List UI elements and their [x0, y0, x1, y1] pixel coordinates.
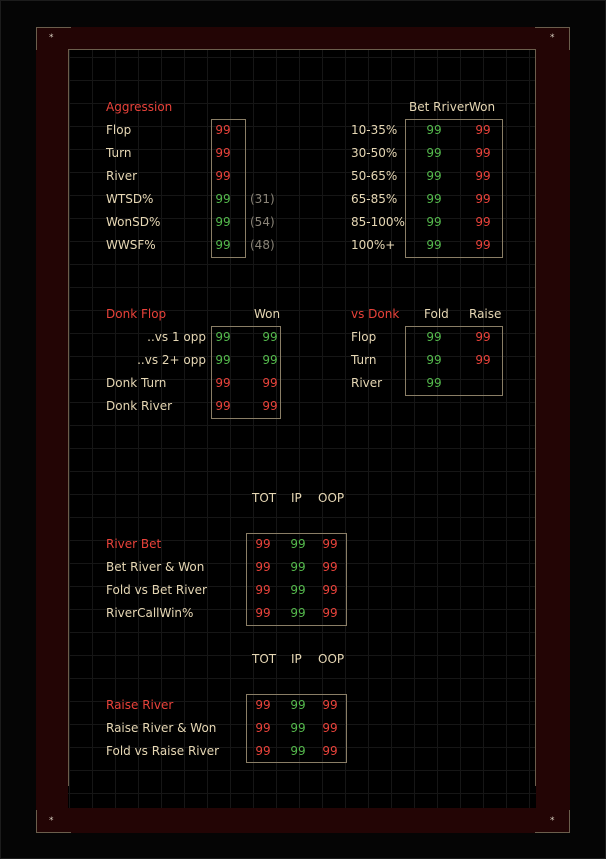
aggression-turn-value: 99 [215, 146, 231, 160]
bet-size-65-85-won: 99 [475, 192, 491, 206]
donk-won-header: Won [254, 307, 281, 321]
raise-river-tot-header: TOT [252, 652, 277, 666]
bet-size-30-50-label: 30-50% [351, 146, 398, 160]
vs-donk-river-fold: 99 [426, 376, 442, 390]
vs-donk-raise-header: Raise [469, 307, 502, 321]
wtsd-count: (31) [250, 192, 275, 206]
river-call-win-tot: 99 [255, 606, 271, 620]
wwsf-value: 99 [215, 238, 231, 252]
river-call-win-label: RiverCallWin% [106, 606, 194, 620]
vs-donk-flop-label: Flop [351, 330, 377, 344]
donk-turn-label: Donk Turn [106, 376, 167, 390]
donk-river-label: Donk River [106, 399, 173, 413]
aggression-river-label: River [106, 169, 138, 183]
river-call-win-ip: 99 [290, 606, 306, 620]
river-bet-tot-header: TOT [252, 491, 277, 505]
fold-vs-bet-river-oop: 99 [322, 583, 338, 597]
aggression-turn-label: Turn [106, 146, 132, 160]
panel-edge-left [68, 49, 69, 786]
corner-star-icon: * [550, 816, 555, 826]
raise-river-won-tot: 99 [255, 721, 271, 735]
bet-river-won-oop: 99 [322, 560, 338, 574]
bet-size-100plus-bet: 99 [426, 238, 442, 252]
bet-size-50-65-bet: 99 [426, 169, 442, 183]
bet-size-10-35-bet: 99 [426, 123, 442, 137]
bet-river-won-label: Bet River & Won [106, 560, 205, 574]
donk-vs2-label: ..vs 2+ opp [137, 353, 206, 367]
wonsd-count: (54) [250, 215, 275, 229]
raise-river-oop: 99 [322, 698, 338, 712]
donk-vs2-value: 99 [215, 353, 231, 367]
river-bet-oop: 99 [322, 537, 338, 551]
river-bet-label: River Bet [106, 537, 162, 551]
fold-vs-bet-river-ip: 99 [290, 583, 306, 597]
raise-river-oop-header: OOP [318, 652, 345, 666]
vs-donk-flop-fold: 99 [426, 330, 442, 344]
raise-river-ip-header: IP [291, 652, 302, 666]
river-bet-tot: 99 [255, 537, 271, 551]
aggression-title: Aggression [106, 100, 173, 114]
corner-star-icon: * [49, 33, 54, 43]
bet-size-85-100-won: 99 [475, 215, 491, 229]
bet-size-50-65-won: 99 [475, 169, 491, 183]
aggression-flop-label: Flop [106, 123, 132, 137]
bet-river-header: Bet Rriver [409, 100, 470, 114]
donk-vs1-value: 99 [215, 330, 231, 344]
river-bet-oop-header: OOP [318, 491, 345, 505]
aggression-river-value: 99 [215, 169, 231, 183]
raise-river-label: Raise River [106, 698, 174, 712]
fold-vs-bet-river-label: Fold vs Bet River [106, 583, 207, 597]
fold-vs-raise-river-label: Fold vs Raise River [106, 744, 220, 758]
vs-donk-turn-fold: 99 [426, 353, 442, 367]
bet-size-10-35-label: 10-35% [351, 123, 398, 137]
donk-turn-won: 99 [262, 376, 278, 390]
wonsd-label: WonSD% [106, 215, 161, 229]
donk-river-value: 99 [215, 399, 231, 413]
donk-vs1-label: ..vs 1 opp [147, 330, 206, 344]
corner-star-icon: * [49, 816, 54, 826]
fold-vs-bet-river-tot: 99 [255, 583, 271, 597]
river-call-win-oop: 99 [322, 606, 338, 620]
bet-river-won-ip: 99 [290, 560, 306, 574]
bet-size-65-85-label: 65-85% [351, 192, 398, 206]
wwsf-label: WWSF% [106, 238, 156, 252]
raise-river-won-label: Raise River & Won [106, 721, 217, 735]
vs-donk-turn-label: Turn [351, 353, 377, 367]
vs-donk-title: vs Donk [351, 307, 400, 321]
panel-edge-right [535, 49, 536, 786]
aggression-flop-value: 99 [215, 123, 231, 137]
bet-river-won-tot: 99 [255, 560, 271, 574]
donk-river-won: 99 [262, 399, 278, 413]
raise-river-tot: 99 [255, 698, 271, 712]
bet-size-85-100-label: 85-100% [351, 215, 405, 229]
donk-turn-value: 99 [215, 376, 231, 390]
donk-vs1-won: 99 [262, 330, 278, 344]
bet-size-30-50-bet: 99 [426, 146, 442, 160]
bet-size-10-35-won: 99 [475, 123, 491, 137]
raise-river-won-ip: 99 [290, 721, 306, 735]
raise-river-won-oop: 99 [322, 721, 338, 735]
bet-size-100plus-label: 100%+ [351, 238, 396, 252]
panel-edge-top [68, 49, 535, 50]
fold-vs-raise-river-ip: 99 [290, 744, 306, 758]
fold-vs-raise-river-oop: 99 [322, 744, 338, 758]
river-bet-ip: 99 [290, 537, 306, 551]
donk-vs2-won: 99 [262, 353, 278, 367]
wtsd-value: 99 [215, 192, 231, 206]
fold-vs-raise-river-tot: 99 [255, 744, 271, 758]
wonsd-value: 99 [215, 215, 231, 229]
vs-donk-river-label: River [351, 376, 383, 390]
bet-size-30-50-won: 99 [475, 146, 491, 160]
raise-river-ip: 99 [290, 698, 306, 712]
bet-size-100plus-won: 99 [475, 238, 491, 252]
river-bet-ip-header: IP [291, 491, 302, 505]
bet-river-won-header: Won [469, 100, 496, 114]
bet-size-65-85-bet: 99 [426, 192, 442, 206]
bet-size-85-100-bet: 99 [426, 215, 442, 229]
donk-flop-title: Donk Flop [106, 307, 167, 321]
bet-size-50-65-label: 50-65% [351, 169, 398, 183]
wtsd-label: WTSD% [106, 192, 154, 206]
corner-star-icon: * [550, 33, 555, 43]
wwsf-count: (48) [250, 238, 275, 252]
vs-donk-flop-raise: 99 [475, 330, 491, 344]
vs-donk-turn-raise: 99 [475, 353, 491, 367]
vs-donk-fold-header: Fold [424, 307, 449, 321]
